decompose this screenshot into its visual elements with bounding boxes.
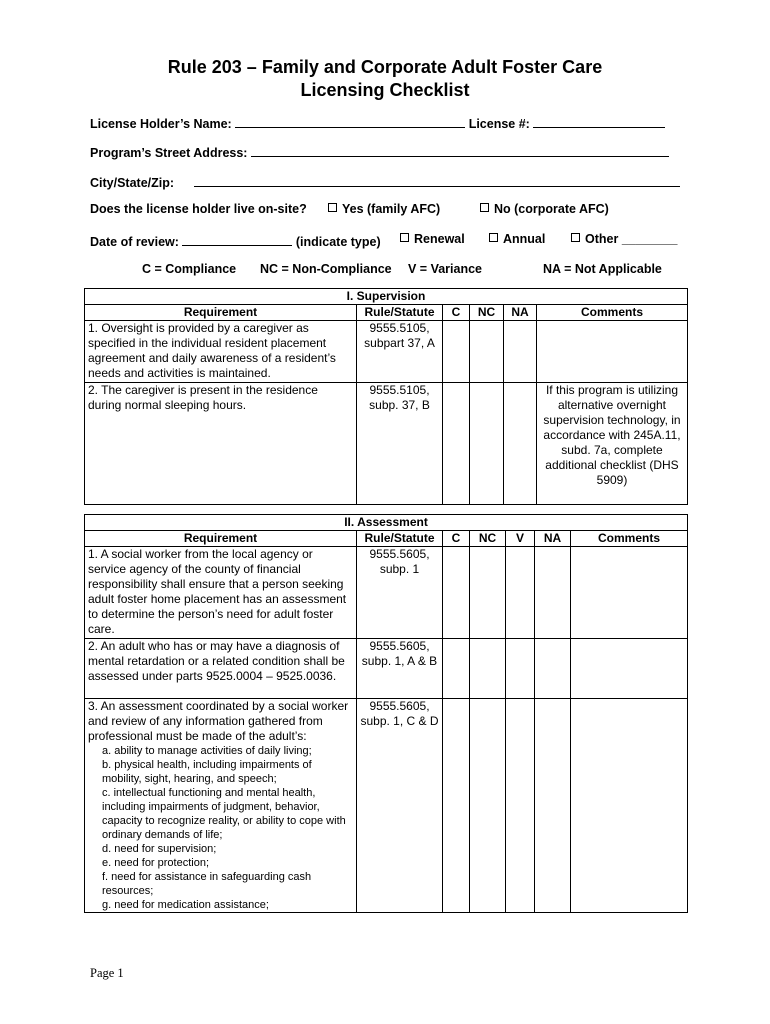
- license-holder-row: [90, 114, 665, 131]
- nc-cell[interactable]: [470, 321, 504, 383]
- na-cell[interactable]: [504, 321, 537, 383]
- other-option[interactable]: [571, 232, 677, 246]
- sub-item: f. need for assistance in safeguarding cash resources;: [102, 871, 312, 897]
- comments-cell[interactable]: [571, 699, 688, 913]
- other-label: Other: [585, 232, 619, 246]
- header-na: NA: [504, 305, 537, 321]
- header-nc: NC: [470, 531, 506, 547]
- yes-label: Yes (family AFC): [342, 202, 441, 216]
- city-state-zip-row: [90, 173, 680, 190]
- live-onsite-label: Does the license holder live on-site?: [90, 202, 307, 216]
- sub-item: b. physical health, including impairments of mobility, sight, hearing, and speech;: [102, 759, 312, 785]
- header-requirement: Requirement: [85, 305, 357, 321]
- c-cell[interactable]: [443, 639, 470, 699]
- comments-cell[interactable]: [571, 639, 688, 699]
- sub-item: e. need for protection;: [102, 857, 210, 869]
- requirement-text: 1. Oversight is provided by a caregiver as specified in the individual resident placement agreement and daily awareness of a resident’s needs and activities is maintained.: [85, 321, 357, 383]
- rule-statute-text: 9555.5105, subp. 37, B: [357, 383, 443, 505]
- annual-option[interactable]: [489, 232, 545, 246]
- na-cell[interactable]: [535, 699, 571, 913]
- annual-checkbox-icon[interactable]: [489, 233, 498, 242]
- renewal-label: Renewal: [414, 232, 465, 246]
- license-holder-label: License Holder’s Name:: [90, 117, 232, 131]
- na-cell[interactable]: [535, 547, 571, 639]
- title-line-1: Rule 203 – Family and Corporate Adult Foster Care: [167, 57, 603, 77]
- rule-statute-text: 9555.5605, subp. 1, A & B: [357, 639, 443, 699]
- date-review-row: [90, 232, 690, 249]
- rule-statute-text: 9555.5105, subpart 37, A: [357, 321, 443, 383]
- street-address-field[interactable]: [251, 143, 669, 157]
- other-blank[interactable]: ________: [621, 232, 678, 246]
- assessment-table: [84, 514, 688, 913]
- requirement-text: 2. An adult who has or may have a diagnosis of mental retardation or a related condition shall be assessed under parts 9525.0004 – 9525.0036.: [85, 639, 357, 699]
- na-cell[interactable]: [504, 383, 537, 505]
- header-v: V: [506, 531, 535, 547]
- legend-not-applicable: NA = Not Applicable: [543, 262, 662, 276]
- header-na: NA: [535, 531, 571, 547]
- title-line-2: Licensing Checklist: [300, 80, 470, 100]
- table-row: [85, 639, 688, 699]
- page-number: Page 1: [90, 966, 124, 980]
- header-c: C: [443, 531, 470, 547]
- nc-cell[interactable]: [470, 699, 506, 913]
- nc-cell[interactable]: [470, 639, 506, 699]
- no-corporate-option[interactable]: [480, 202, 609, 216]
- assessment-section-title: II. Assessment: [85, 515, 688, 531]
- yes-family-option[interactable]: [328, 202, 440, 216]
- header-comments: Comments: [571, 531, 688, 547]
- c-cell[interactable]: [443, 321, 470, 383]
- renewal-checkbox-icon[interactable]: [400, 233, 409, 242]
- c-cell[interactable]: [443, 699, 470, 913]
- legend-variance: V = Variance: [408, 262, 483, 276]
- comments-cell[interactable]: If this program is utilizing alternative overnight supervision technology, in accordance with 245A.11, subd. 7a, complete additional checklist (DHS 5909): [537, 383, 688, 505]
- c-cell[interactable]: [443, 547, 470, 639]
- requirement-text: 2. The caregiver is present in the residence during normal sleeping hours.: [85, 383, 357, 505]
- city-state-zip-field[interactable]: [194, 173, 680, 187]
- table-row: [85, 547, 688, 639]
- live-onsite-row: [90, 202, 690, 216]
- supervision-section-title: I. Supervision: [85, 289, 688, 305]
- sub-item: d. need for supervision;: [102, 843, 217, 855]
- no-checkbox-icon[interactable]: [480, 203, 489, 212]
- table-row: [85, 699, 688, 913]
- date-review-label: Date of review:: [90, 235, 179, 249]
- header-requirement: Requirement: [85, 531, 357, 547]
- city-state-zip-label: City/State/Zip:: [90, 176, 175, 190]
- header-rule-statute: Rule/Statute: [357, 531, 443, 547]
- header-nc: NC: [470, 305, 504, 321]
- requirement-cell: [85, 699, 357, 913]
- date-review-field[interactable]: [182, 232, 292, 246]
- no-label: No (corporate AFC): [494, 202, 609, 216]
- license-holder-field[interactable]: [235, 114, 465, 128]
- supervision-table: [84, 288, 688, 505]
- nc-cell[interactable]: [470, 547, 506, 639]
- comments-cell[interactable]: [537, 321, 688, 383]
- renewal-option[interactable]: [400, 232, 465, 246]
- rule-statute-text: 9555.5605, subp. 1: [357, 547, 443, 639]
- indicate-type-label: (indicate type): [295, 235, 381, 249]
- c-cell[interactable]: [443, 383, 470, 505]
- table-row: [85, 321, 688, 383]
- street-address-label: Program’s Street Address:: [90, 146, 248, 160]
- header-c: C: [443, 305, 470, 321]
- other-checkbox-icon[interactable]: [571, 233, 580, 242]
- na-cell[interactable]: [535, 639, 571, 699]
- yes-checkbox-icon[interactable]: [328, 203, 337, 212]
- v-cell[interactable]: [506, 639, 535, 699]
- sub-item: a. ability to manage activities of daily living;: [102, 745, 312, 757]
- sub-item: c. intellectual functioning and mental health, including impairments of judgment, behavior, capacity to recognize reality, or ability to cope with ordinary demands of life;: [102, 787, 346, 841]
- requirement-text: 3. An assessment coordinated by a social worker and review of any information gathered from professional must be made of the adult’s:: [88, 699, 349, 743]
- document-title: [0, 56, 770, 102]
- rule-statute-text: 9555.5605, subp. 1, C & D: [357, 699, 443, 913]
- annual-label: Annual: [503, 232, 546, 246]
- nc-cell[interactable]: [470, 383, 504, 505]
- legend-compliance: C = Compliance: [142, 262, 237, 276]
- header-comments: Comments: [537, 305, 688, 321]
- v-cell[interactable]: [506, 699, 535, 913]
- sub-item: g. need for medication assistance;: [102, 899, 269, 911]
- table-row: [85, 383, 688, 505]
- requirement-text: 1. A social worker from the local agency or service agency of the county of financial responsibility shall ensure that a person seeking adult foster home placement has an assessment to determine the person’s need for adult foster care.: [85, 547, 357, 639]
- license-number-field[interactable]: [533, 114, 665, 128]
- v-cell[interactable]: [506, 547, 535, 639]
- license-number-label: License #:: [468, 117, 530, 131]
- header-rule-statute: Rule/Statute: [357, 305, 443, 321]
- street-address-row: [90, 143, 669, 160]
- comments-cell[interactable]: [571, 547, 688, 639]
- legend-non-compliance: NC = Non-Compliance: [260, 262, 392, 276]
